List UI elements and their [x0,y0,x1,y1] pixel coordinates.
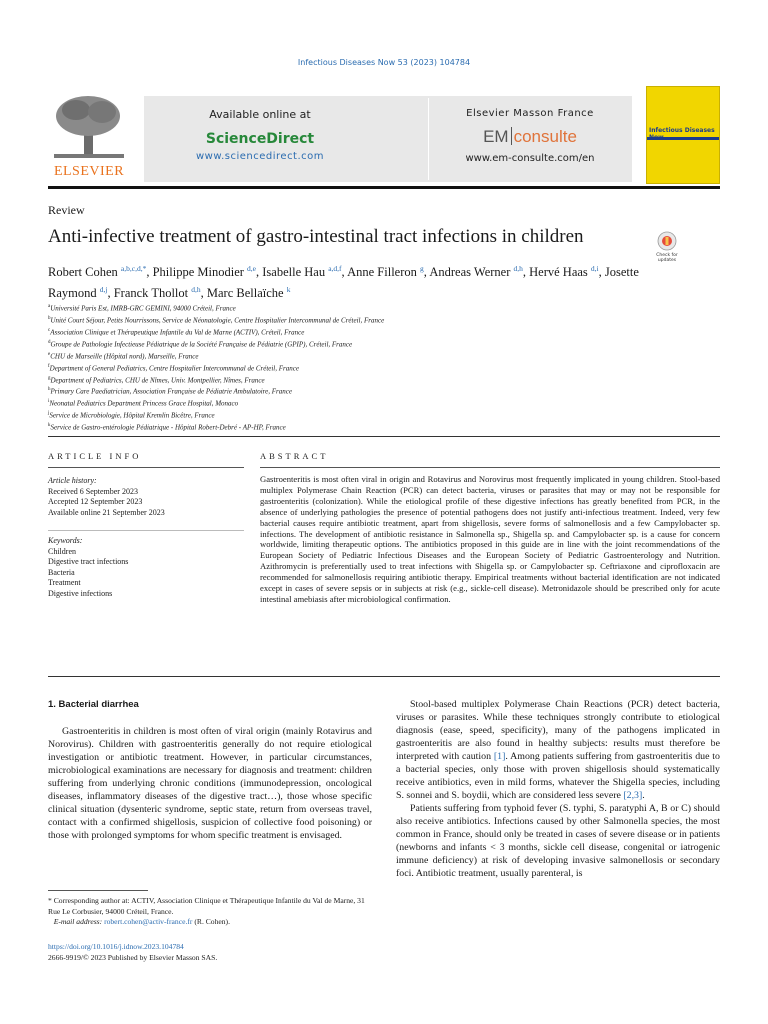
keyword: Digestive tract infections [48,557,129,566]
keywords [48,536,248,599]
reference-link[interactable]: [1] [493,751,506,762]
journal-cover[interactable] [646,86,720,184]
author-affiliation-marker[interactable]: d,h [191,285,201,295]
keyword: Digestive infections [48,588,113,598]
reference-link[interactable]: [2,3] [623,790,643,801]
keyword: Children [48,546,76,556]
email-label: E-mail address: [53,917,103,926]
affiliation-key: d [48,339,51,345]
email-link[interactable]: robert.cohen@activ-france.fr [104,917,193,926]
history-label: Article history: [48,476,97,485]
sciencedirect-url[interactable]: www.sciencedirect.com [195,151,325,162]
author-name[interactable]: Philippe Minodier [152,265,244,280]
emconsulte-logo[interactable] [430,127,630,147]
email-suffix: (R. Cohen). [194,917,230,926]
affiliation-text: Groupe de Pathologie Infectieuse Pédiatrique de la Société Française de Pédiatrie (GPIP), Créteil, France [50,340,353,349]
emconsulte-block [430,108,630,164]
article-type: Review [48,203,85,217]
section-heading: 1. Bacterial diarrhea [48,699,139,710]
affiliation [48,350,608,362]
corresponding-author: Corresponding author at: ACTIV, Association Clinique et Thérapeutique Infantile du Val de Marne, 31 Rue Le Corbusier, 94000 Créteil, France. [48,896,365,916]
affiliation [48,409,608,421]
affiliation-text: CHU de Marseille (Hôpital nord), Marseille, France [50,352,199,361]
affiliation-text: Neonatal Pediatrics Department Princess Grace Hospital, Monaco [49,399,239,408]
author-affiliation-marker[interactable]: g [420,264,424,273]
author-affiliation-marker[interactable]: d,h [513,264,523,273]
paragraph: Patients suffering from typhoid fever (S. typhi, S. paratyphi A, B or C) should also receive antibiotics. Infections caused by other Salmonella species, the most common in France, should only be treated in cases of severe disease or in patients (newborns and infants < 3 months, sickle cell disease, congenital or iatrogenic immune deficiency) at risk of developing invasive salmonellosis or secondary foci. Antibiotic treatment, usually parenteral, is [396,803,720,879]
emconsulte-url[interactable]: www.em-consulte.com/en [465,153,595,164]
affiliation-text: Université Paris Est, IMRB-GRC GEMINI, 94000 Créteil, France [50,304,236,313]
author-name[interactable]: Franck Thollot [113,286,189,301]
author-list: Robert Cohen $^{a,b,c,d,*}$, Philippe Minodier $^{d,e}$, Isabelle Hau $^{a,d,f}$, Anne Filleron $^g$, Andreas Werner $^{d,h}$, Hervé Haas $^{d,i}$, Josette Raymond $^{d,j}$, Franck Thollot $^{d,h}$, Marc Bellaïche $^k$ [48,264,639,301]
paragraph-text: . [642,790,645,801]
abstract-end-rule [48,676,720,677]
keywords-rule [48,530,244,531]
affiliation [48,397,608,409]
affiliation [48,326,608,338]
accepted-date: Accepted 12 September 2023 [48,497,143,506]
affiliation-rule [48,436,720,437]
abstract-text: Gastroenteritis is most often viral in origin and Rotavirus and Norovirus most frequently implicated in young children. Stool-based multiplex Polymerase Chain Reaction (PCR) can detect bacteria, viruses or parasites that may or may not be responsible for gastroenteritis (colonization). While the etiological profile of these digestive infections has greatly benefited from PCR, in the absence of underlying pathologies the presence of potential pathogens does not justify anti-infectious treatment. Indeed, very few bacterial causes require antibiotic treatment, apart from shigellosis, severe forms of salmonellosis and a few Campylobacter sp. infections. The development of antibiotic resistance in Salmonella sp., Shigella sp. and Campylobacter sp. is a cause for concern worldwide, limiting therapeutic options. The antibiotics proposed in this guide are in line with the joint recommendations of the European Society of Pediatric Infectious Diseases and the European Society of Pediatric Gastroenterology and Nutrition. Azithromycin is preferentially used to treat infections with Shigella sp. or Campylobacter sp. Ceftriaxone and ciprofloxacin are recommended for salmonellosis requiring antibiotic therapy. Empirical treatments without bacterial identification are not indicated except in cases of severe sepsis or in subjects at risk (e.g., sickle-cell disease). Metronidazole should be prescribed only for acute intestinal amebiasis after microbiological confirmation. [260,474,720,604]
footnote-star: * [48,896,52,905]
affiliation-key: f [48,363,50,369]
author-name[interactable]: Hervé Haas [529,265,588,280]
abstract-heading: ABSTRACT [260,451,329,461]
cover-stripe [647,137,719,140]
doi-link[interactable]: https://doi.org/10.1016/j.idnow.2023.104784 [48,942,184,951]
affiliation-text: Unité Court Séjour, Petits Nourrissons, Service de Néonatologie, Centre Hospitalier Intercommunal de Créteil, France [50,316,385,325]
paragraph [396,698,720,802]
affiliation-text: Primary Care Paediatrician, Association Française de Pédiatrie Ambulatoire, France [50,387,292,396]
elsevier-logo [48,92,130,180]
affiliation-text: Service de Microbiologie, Hôpital Kremlin Bicêtre, France [49,411,215,420]
author-name[interactable]: Josette Raymond [48,265,639,301]
article-history [48,476,248,518]
check-text-2: updates [657,258,677,263]
em-text: EM [483,127,509,146]
paragraph-text: Stool-based multiplex Polymerase Chain Reactions (PCR) detect bacteria, viruses or parasites. While these techniques strongly contribute to etiological diagnosis (ease, speed, specificity), many of the pathogens implicated in gastroenteritis are also found in healthy subjects: results must therefore be interpreted with caution [396,699,720,762]
author-name[interactable]: Isabelle Hau [262,265,326,280]
author-affiliation-marker[interactable]: k [286,285,291,295]
online-date: Available online 21 September 2023 [48,507,165,517]
body-column-left [48,698,372,842]
affiliation-text: Service de Gastro-entérologie Pédiatrique - Hôpital Robert-Debré - AP-HP, France [50,423,286,432]
check-text-1: Check for [656,253,678,258]
affiliation-text: Department of Pediatrics, CHU de Nîmes, Univ. Montpellier, Nîmes, France [50,375,265,384]
cover-title: Infectious Diseases [649,127,715,134]
article-info-heading: ARTICLE INFO [48,451,142,461]
author-affiliation-marker[interactable]: d,e [247,264,257,273]
author-affiliation-marker[interactable]: a,b,c,d,* [120,264,147,273]
affiliation-key: k [48,423,51,429]
copyright: 2666-9919/© 2023 Published by Elsevier Masson SAS. [48,953,218,962]
affiliation [48,338,608,350]
sciencedirect-block [150,108,370,162]
affiliation-text: Department of General Pediatrics, Centre Hospitalier Intercommunal de Créteil, France [49,363,299,372]
keywords-label: Keywords: [48,536,83,545]
publisher-name: Elsevier Masson France [466,108,594,119]
affiliation [48,362,608,374]
author-name[interactable]: Andreas Werner [429,265,511,280]
paragraph-text: . Among patients suffering from gastroenteritis due to a bacterial species, only those with proven shigellosis should systematically receive antibiotics, even in mild forms, whatever the Shigella species, including S. sonnei and S. boydii, which are considered less severe [396,751,720,801]
elsevier-wordmark: ELSEVIER [53,164,125,179]
affiliation-key: j [48,411,50,417]
received-date: Received 6 September 2023 [48,486,138,496]
paragraph: Gastroenteritis in children is most often of viral origin (mainly Rotavirus and Norovirus). Children with gastroenteritis generally do not require etiological investigation or antibiotic treatment. However, in particular circumstances, microbiological examinations are necessary for diagnosis and treatment: children suffering from underlying chronic conditions (immunodepression, oncological diseases, inflammatory diseases of the digestive tract…), those whose specific clinical situation (dysenteric syndrome, septic state, return from overseas travel, contact with a confirmed shigellosis, suspicion of collective food poisoning) or those with prolonged symptoms for whom specific treatment is envisaged. [48,726,372,841]
affiliation-key: a [48,304,51,309]
header-rule [48,186,720,189]
affiliation [48,421,608,433]
affiliation-list [48,302,608,433]
author-affiliation-marker[interactable]: d,j [99,285,108,295]
author-affiliation-marker[interactable]: a,d,f [328,264,342,273]
footnote [48,896,372,928]
affiliation-key: i [48,399,50,405]
keyword: Treatment [48,578,81,587]
author-name[interactable]: Marc Bellaïche [206,286,284,301]
author-name[interactable]: Anne Filleron [347,265,417,280]
affiliation-key: c [48,327,51,333]
affiliation [48,385,608,397]
affiliation-text: Association Clinique et Thérapeutique Infantile du Val de Marne (ACTIV), Créteil, France [50,328,305,337]
journal-citation[interactable]: Infectious Diseases Now 53 (2023) 104784 [297,58,471,67]
header-divider [428,98,429,180]
affiliation [48,374,608,386]
abstract-rule [260,467,720,468]
article-title: Anti-infective treatment of gastro-intestinal tract infections in children [48,226,584,247]
keyword: Bacteria [48,567,75,577]
check-updates-icon [650,230,684,254]
author-name[interactable]: Robert Cohen [48,265,118,280]
check-for-updates-button[interactable] [650,230,684,264]
affiliation-key: e [48,351,51,357]
consulte-text: consulte [513,127,577,146]
affiliation-key: h [48,387,51,393]
author-affiliation-marker[interactable]: d,i [590,264,599,273]
affiliation [48,302,608,314]
affiliation-key: b [48,315,51,321]
affiliation [48,314,608,326]
footnote-rule [48,890,148,891]
body-column-right [396,698,720,880]
tree-icon [48,92,130,162]
available-online-label: Available online at [209,108,311,121]
sciencedirect-logo[interactable]: ScienceDirect [205,131,315,147]
affiliation-key: g [48,375,51,381]
article-info-rule [48,467,244,468]
em-bar [511,127,512,145]
